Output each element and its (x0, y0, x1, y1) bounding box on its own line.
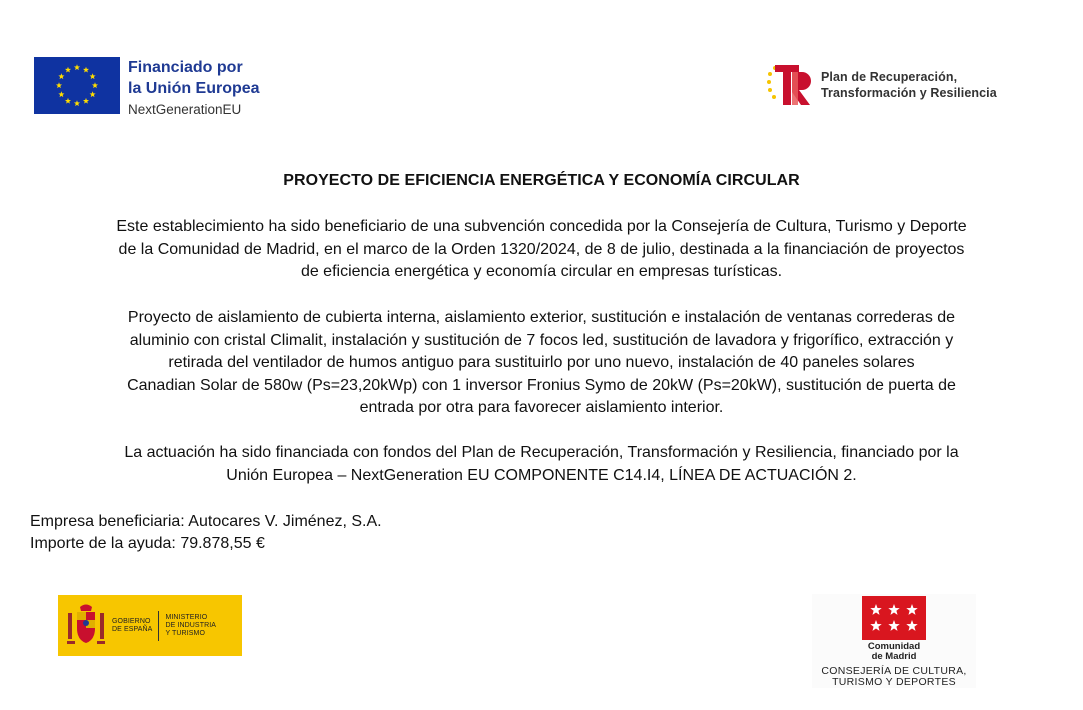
eu-star (83, 67, 89, 73)
eu-logo-line3: NextGenerationEU (128, 102, 242, 117)
gobierno-text-line1: GOBIERNO (112, 617, 151, 625)
paragraph-line: retirada del ventilador de humos antiguo para sustituirlo por uno nuevo, instalación de 40 paneles solares (168, 354, 915, 371)
eu-logo-line1: Financiado por (128, 59, 243, 76)
consejeria-line2: TURISMO Y DEPORTES (832, 676, 956, 688)
eu-star (74, 64, 80, 70)
paragraph-line: Unión Europea – NextGeneration EU COMPONENTE C14.I4, LÍNEA DE ACTUACIÓN 2. (226, 466, 857, 484)
eu-star (92, 82, 98, 88)
comunidad-madrid-logo (812, 594, 976, 688)
subsidy-paragraph (40, 216, 1043, 284)
eu-star (65, 67, 71, 73)
madrid-name-line2: de Madrid (871, 651, 917, 662)
ministerio-text-line1: MINISTERIO (165, 613, 208, 621)
paragraph-line: Este establecimiento ha sido beneficiario de una subvención concedida por la Consejería de Cultura, Turismo y Deporte (116, 218, 967, 235)
spain-coat-of-arms-icon (66, 603, 106, 649)
ministerio-text-line3: Y TURISMO (165, 629, 205, 637)
ministerio-text-line2: DE INDUSTRIA (165, 621, 217, 629)
madrid-name-line1: Comunidad (867, 641, 921, 652)
document-title: PROYECTO DE EFICIENCIA ENERGÉTICA Y ECONOMÍA CIRCULAR (283, 172, 800, 189)
funding-paragraph (40, 442, 1043, 487)
eu-star (83, 98, 89, 104)
eu-logo-line2: la Unión Europea (128, 80, 260, 97)
prtr-logo (766, 62, 997, 108)
madrid-star (906, 604, 917, 615)
eu-star (56, 82, 62, 88)
paragraph-line: de la Comunidad de Madrid, en el marco de la Orden 1320/2024, de 8 de julio, destinada a la financiación de proyectos (118, 240, 965, 258)
madrid-flag-stars-icon (862, 596, 926, 640)
eu-star (58, 73, 64, 79)
prtr-logo-line2: Transformación y Resiliencia (821, 86, 997, 100)
consejeria-line1: CONSEJERÍA DE CULTURA, (821, 665, 967, 677)
eu-flag-icon (34, 57, 120, 114)
eu-star (90, 91, 96, 97)
prtr-logo-line1: Plan de Recuperación, (821, 70, 958, 84)
paragraph-line: aluminio con cristal Climalit, instalación y sustitución de 7 focos led, sustitución de lavadora y frigorífico, extracción y (129, 331, 954, 349)
madrid-star (888, 620, 899, 631)
eu-funding-logo (34, 57, 260, 120)
paragraph-line: entrada por otra para favorecer aislamiento interior. (359, 399, 724, 416)
paragraph-line: Proyecto de aislamiento de cubierta interna, aislamiento exterior, sustitución e instalación de ventanas correderas de (127, 309, 956, 326)
eu-star (74, 100, 80, 106)
madrid-star (888, 604, 899, 615)
eu-star (65, 98, 71, 104)
paragraph-line: Canadian Solar de 580w (Ps=23,20kWp) con 1 inversor Fronius Symo de 20kW (Ps=20kW), sustitución de puerta de (127, 376, 956, 394)
eu-star (90, 73, 96, 79)
madrid-star (870, 620, 881, 631)
madrid-star (870, 604, 881, 615)
paragraph-line: La actuación ha sido financiada con fondos del Plan de Recuperación, Transformación y Resiliencia, financiado por la (124, 444, 959, 461)
gobierno-espana-logo (58, 595, 242, 656)
madrid-star (906, 620, 917, 631)
prtr-logo-icon (766, 62, 816, 108)
project-description-paragraph (40, 307, 1043, 420)
gobierno-divider (158, 611, 159, 641)
gobierno-text-line2: DE ESPAÑA (112, 625, 153, 633)
aid-amount: Importe de la ayuda: 79.878,55 € (30, 535, 265, 552)
beneficiary-info (30, 511, 382, 555)
beneficiary-company: Empresa beneficiaria: Autocares V. Jiménez, S.A. (30, 513, 382, 530)
paragraph-line: de eficiencia energética y economía circular en empresas turísticas. (300, 263, 783, 280)
eu-star (58, 91, 64, 97)
